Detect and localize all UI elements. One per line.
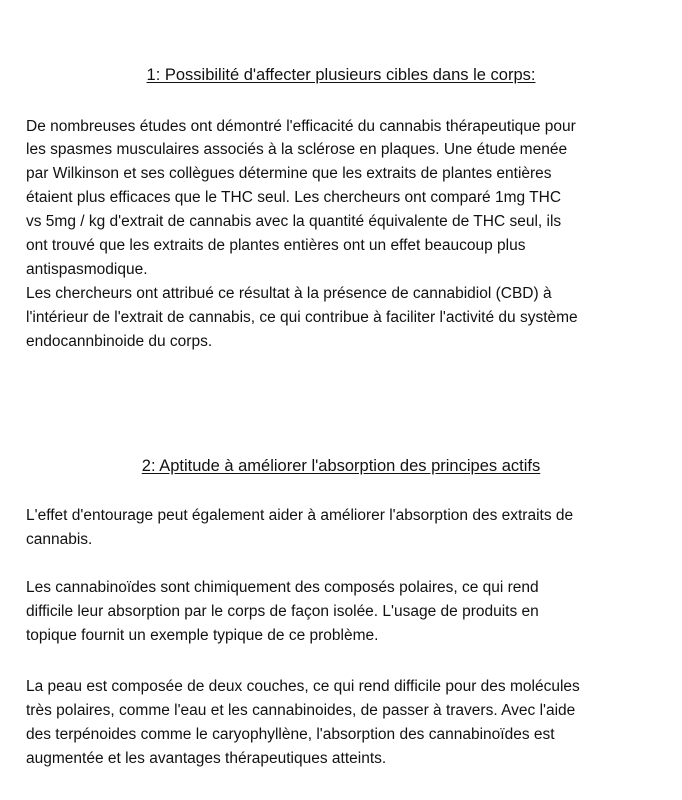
section2-line: difficile leur absorption par le corps de façon isolée. L'usage de produits en (26, 603, 539, 620)
section2-line: des terpénoides comme le caryophyllène, l'absorption des cannabinoïdes est (26, 726, 555, 743)
section2-line: topique fournit un exemple typique de ce problème. (26, 627, 379, 644)
section2-line: L'effet d'entourage peut également aider à améliorer l'absorption des extraits de (26, 507, 574, 524)
section2-heading: 2: Aptitude à améliorer l'absorption des principes actifs (141, 457, 541, 475)
section1-line: ont trouvé que les extraits de plantes entières ont un effet beaucoup plus (26, 237, 526, 254)
section1-line: endocannbinoide du corps. (26, 333, 213, 350)
section1-line: par Wilkinson et ses collègues détermine que les extraits de plantes entières (26, 165, 552, 182)
section2-line: La peau est composée de deux couches, ce qui rend difficile pour des molécules (26, 678, 580, 695)
section1-line: vs 5mg / kg d'extrait de cannabis avec la quantité équivalente de THC seul, ils (26, 213, 562, 230)
section1-line: l'intérieur de l'extrait de cannabis, ce qui contribue à faciliter l'activité du système (26, 309, 578, 326)
section1-heading: 1: Possibilité d'affecter plusieurs cibles dans le corps: (146, 66, 536, 84)
section1-line: De nombreuses études ont démontré l'efficacité du cannabis thérapeutique pour (26, 118, 576, 135)
section1-line: étaient plus efficaces que le THC seul. Les chercheurs ont comparé 1mg THC (26, 189, 562, 206)
section1-line: antispasmodique. (26, 261, 148, 278)
section1-line: Les chercheurs ont attribué ce résultat à la présence de cannabidiol (CBD) à (26, 285, 552, 302)
section2-line: Les cannabinoïdes sont chimiquement des composés polaires, ce qui rend (26, 579, 539, 596)
section2-line: cannabis. (26, 531, 93, 548)
section2-line: très polaires, comme l'eau et les cannabinoides, de passer à travers. Avec l'aide (26, 702, 576, 719)
section2-line: augmentée et les avantages thérapeutiques atteints. (26, 750, 387, 767)
section1-line: les spasmes musculaires associés à la sclérose en plaques. Une étude menée (26, 141, 568, 158)
